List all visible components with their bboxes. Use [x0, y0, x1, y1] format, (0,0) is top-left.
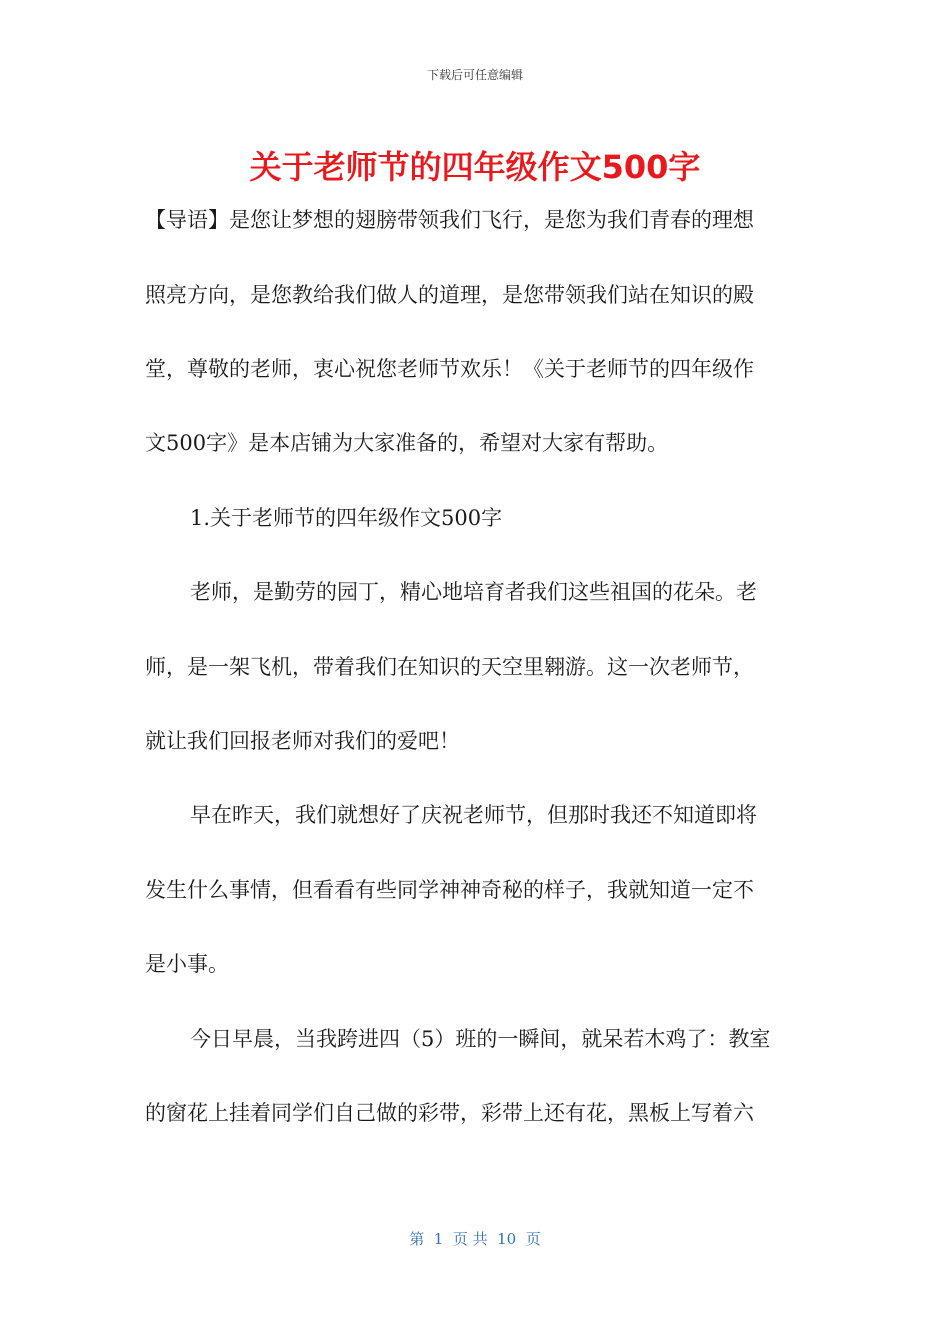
text-line: 照亮方向，是您教给我们做人的道理，是您带领我们站在知识的殿: [145, 283, 754, 307]
text-line: 【导语】是您让梦想的翅膀带领我们飞行，是您为我们青春的理想: [145, 208, 754, 232]
text-line: 发生什么事情，但看看有些同学神神奇秘的样子，我就知道一定不: [145, 878, 754, 902]
header-note: 下载后可任意编辑: [426, 68, 523, 82]
text-line: 今日早晨，当我跨进四（5）班的一瞬间，就呆若木鸡了：教室: [190, 1027, 771, 1051]
text-line: 堂，尊敬的老师，衷心祝您老师节欢乐！《关于老师节的四年级作: [145, 357, 754, 381]
text-line: 就让我们回报老师对我们的爱吧！: [145, 729, 460, 753]
document-title: 关于老师节的四年级作文500字: [249, 148, 701, 186]
text-line: 老师，是勤劳的园丁，精心地培育者我们这些祖国的花朵。老: [190, 580, 757, 604]
text-line: 的窗花上挂着同学们自己做的彩带，彩带上还有花，黑板上写着六: [145, 1101, 754, 1125]
text-line: 师，是一架飞机，带着我们在知识的天空里翱游。这一次老师节，: [145, 655, 754, 679]
page-footer: 第 1 页 共 10 页: [409, 1230, 541, 1248]
text-line: 是小事。: [145, 952, 229, 976]
section-heading: 1.关于老师节的四年级作文500字: [190, 506, 503, 530]
text-line: 早在昨天，我们就想好了庆祝老师节，但那时我还不知道即将: [190, 803, 757, 827]
text-line: 文500字》是本店铺为大家准备的，希望对大家有帮助。: [145, 431, 669, 455]
